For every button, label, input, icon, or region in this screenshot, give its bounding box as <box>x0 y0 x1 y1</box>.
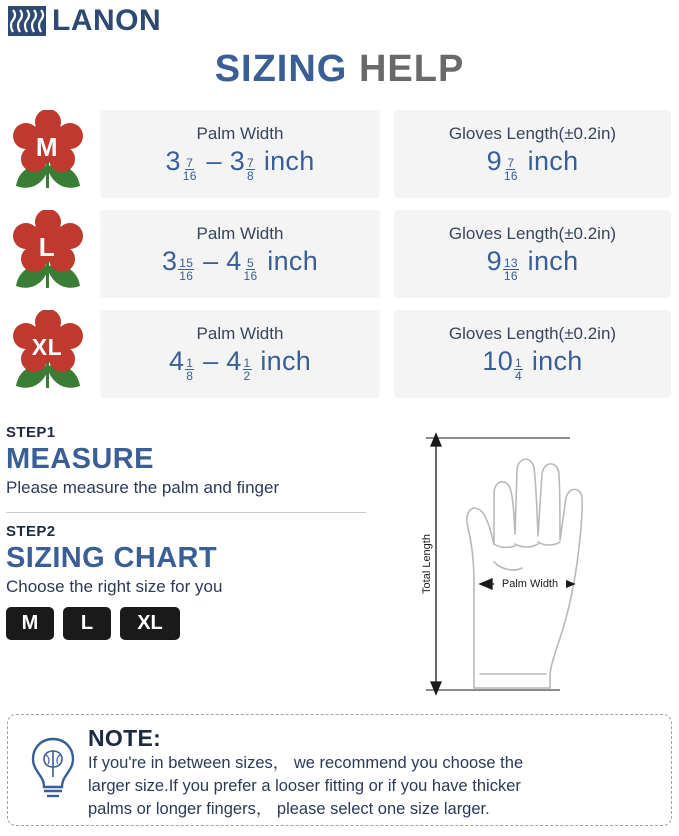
length-num: 13 <box>503 255 518 270</box>
table-row <box>8 310 671 398</box>
size-chip-m[interactable]: M <box>6 607 54 640</box>
palm-to-den: 2 <box>243 368 251 383</box>
size-table <box>8 110 671 410</box>
length-unit: inch <box>531 346 583 377</box>
glove-length-cell <box>394 310 671 398</box>
size-chip-group <box>6 607 406 640</box>
palm-to-fraction <box>243 357 252 382</box>
length-whole: 9 <box>486 246 502 277</box>
size-badge-xl <box>8 310 86 398</box>
length-whole: 10 <box>482 346 514 377</box>
length-num: 7 <box>507 155 515 170</box>
glove-length-label: Gloves Length(±0.2in) <box>448 124 617 144</box>
palm-from-whole: 3 <box>165 146 181 177</box>
palm-from-num: 15 <box>179 255 194 270</box>
wave-stripes-logo-icon <box>8 6 46 36</box>
note-title: NOTE: <box>88 725 162 751</box>
palm-unit: inch <box>267 246 319 277</box>
page-title <box>0 48 679 91</box>
palm-unit: inch <box>260 346 312 377</box>
step-2-title: SIZING CHART <box>6 542 218 574</box>
palm-width-label: Palm Width <box>501 578 559 590</box>
length-den: 16 <box>503 268 518 283</box>
step-1-kicker: STEP1 <box>6 424 56 441</box>
palm-from-den: 8 <box>186 368 194 383</box>
length-fraction <box>514 357 523 382</box>
palm-to-whole: 4 <box>226 346 242 377</box>
size-chip-l[interactable]: L <box>63 607 111 640</box>
glove-length-cell <box>394 110 671 198</box>
glove-length-label: Gloves Length(±0.2in) <box>448 324 617 344</box>
palm-width-value <box>165 146 314 181</box>
glove-length-label: Gloves Length(±0.2in) <box>448 224 617 244</box>
step-1 <box>6 424 406 498</box>
palm-to-num: 1 <box>243 355 251 370</box>
total-length-label: Total Length <box>421 534 433 594</box>
step-1-desc: Please measure the palm and finger <box>6 478 280 497</box>
palm-from-fraction <box>178 257 194 282</box>
palm-dash: – <box>203 346 219 377</box>
note-box <box>7 714 672 826</box>
size-chip-xl[interactable]: XL <box>120 607 180 640</box>
note-line-3: palms or longer fingers， please select one size larger. <box>88 799 490 818</box>
glove-length-cell <box>394 210 671 298</box>
brand-name: LANON <box>52 4 162 37</box>
palm-to-den: 8 <box>247 168 254 183</box>
palm-from-fraction <box>185 357 194 382</box>
palm-to-num: 5 <box>247 255 254 270</box>
palm-to-whole: 3 <box>229 146 246 177</box>
palm-width-label: Palm Width <box>196 224 284 244</box>
palm-width-cell <box>100 110 380 198</box>
palm-from-num: 1 <box>186 355 194 370</box>
length-fraction <box>503 257 519 282</box>
note-body <box>86 725 659 820</box>
length-den: 16 <box>503 168 518 183</box>
palm-to-fraction <box>243 257 259 282</box>
palm-from-whole: 4 <box>168 346 185 377</box>
palm-from-den: 16 <box>179 268 194 283</box>
size-badge-letter: M <box>35 131 59 162</box>
length-fraction <box>503 157 519 182</box>
palm-from-num: 7 <box>186 155 194 170</box>
size-badge-l <box>8 210 86 298</box>
note-line-2: larger size.If you prefer a looser fitting or if you have thicker <box>88 776 521 795</box>
palm-unit: inch <box>263 146 315 177</box>
page-title-word-2: HELP <box>358 48 465 90</box>
length-whole: 9 <box>486 146 502 177</box>
length-unit: inch <box>527 246 579 277</box>
steps-section <box>6 424 406 640</box>
palm-from-whole: 3 <box>161 246 178 277</box>
palm-dash: – <box>203 246 219 277</box>
size-badge-m <box>8 110 86 198</box>
length-unit: inch <box>527 146 579 177</box>
step-divider <box>6 512 366 513</box>
step-2 <box>6 523 406 597</box>
palm-width-cell <box>100 210 380 298</box>
hand-measurement-diagram <box>410 424 672 702</box>
size-badge-letter: XL <box>31 333 63 360</box>
step-2-kicker: STEP2 <box>6 523 56 540</box>
hand-diagram-svg <box>410 424 672 702</box>
step-2-desc: Choose the right size for you <box>6 577 223 596</box>
palm-to-fraction <box>246 157 255 182</box>
palm-to-num: 7 <box>247 155 254 170</box>
palm-to-whole: 4 <box>226 246 242 277</box>
length-num: 1 <box>515 355 523 370</box>
length-den: 4 <box>515 368 523 383</box>
glove-length-value <box>487 146 579 181</box>
palm-width-value <box>169 346 311 381</box>
palm-width-label: Palm Width <box>196 124 284 144</box>
glove-length-value <box>482 346 582 381</box>
note-line-1: If you're in between sizes， we recommend you choose the <box>88 754 524 772</box>
table-row <box>8 210 671 298</box>
lightbulb-icon <box>20 725 86 803</box>
palm-width-cell <box>100 310 380 398</box>
palm-to-den: 16 <box>243 268 258 283</box>
page-title-word-1: SIZING <box>214 48 348 90</box>
palm-from-fraction <box>182 157 198 182</box>
glove-length-value <box>487 246 579 281</box>
palm-width-value <box>162 246 318 281</box>
step-1-title: MEASURE <box>6 443 154 475</box>
brand-logo <box>8 4 161 38</box>
palm-width-label: Palm Width <box>196 324 284 344</box>
palm-from-den: 16 <box>182 168 197 183</box>
palm-dash: – <box>206 146 222 177</box>
size-badge-letter: L <box>38 231 56 262</box>
table-row <box>8 110 671 198</box>
